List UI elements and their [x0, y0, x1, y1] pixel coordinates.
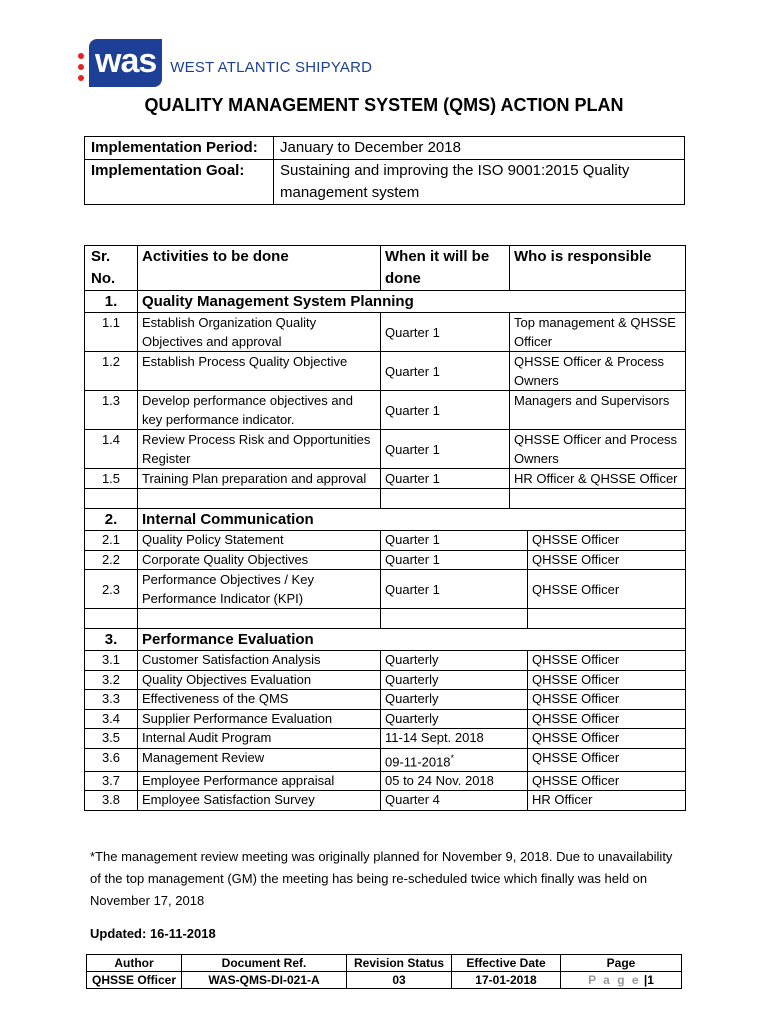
- table-header-row: [85, 246, 686, 291]
- row-when: Quarterly: [381, 670, 528, 690]
- row-sr: 3.5: [85, 729, 138, 749]
- row-when: Quarter 1: [381, 430, 510, 469]
- row-who: HR Officer: [528, 791, 686, 811]
- row-activity: Training Plan preparation and approval: [138, 469, 381, 489]
- row-sr: 1.1: [85, 313, 138, 352]
- section-number: 2.: [85, 509, 138, 531]
- footer-date-label: Effective Date: [452, 955, 561, 972]
- row-sr: 3.6: [85, 748, 138, 771]
- table-row: [85, 791, 686, 811]
- row-when: Quarter 1: [381, 469, 510, 489]
- row-when: Quarterly: [381, 651, 528, 671]
- row-who: QHSSE Officer: [528, 550, 686, 570]
- header-who: Who is responsible: [510, 246, 686, 291]
- page-word: P a g e: [588, 973, 641, 987]
- logo-mark: was: [89, 39, 162, 87]
- spacer-row: [85, 609, 686, 629]
- implementation-info-table: [84, 136, 685, 205]
- row-sr: 2.2: [85, 550, 138, 570]
- table-row: [85, 771, 686, 791]
- updated-date: Updated: 16-11-2018: [90, 926, 216, 941]
- row-when: Quarter 1: [381, 313, 510, 352]
- row-when-value: 09-11-2018: [385, 753, 451, 769]
- section-row: [85, 509, 686, 531]
- row-sr: 1.2: [85, 352, 138, 391]
- goal-row: [85, 160, 685, 205]
- row-sr: 1.4: [85, 430, 138, 469]
- row-when: Quarter 1: [381, 391, 510, 430]
- footer-author-label: Author: [87, 955, 182, 972]
- row-when: Quarterly: [381, 709, 528, 729]
- row-activity: Effectiveness of the QMS: [138, 690, 381, 710]
- row-activity: Establish Process Quality Objective: [138, 352, 381, 391]
- row-sr: 3.7: [85, 771, 138, 791]
- row-when: Quarter 4: [381, 791, 528, 811]
- row-sr: 2.1: [85, 531, 138, 551]
- row-activity: Performance Objectives / Key Performance Indicator (KPI): [138, 570, 381, 609]
- period-label: Implementation Period:: [85, 137, 274, 160]
- goal-value: Sustaining and improving the ISO 9001:2015 Quality management system: [274, 160, 685, 205]
- table-row: [85, 690, 686, 710]
- footer-value-row: [87, 972, 682, 989]
- footer-docref-label: Document Ref.: [182, 955, 347, 972]
- row-sr: 3.3: [85, 690, 138, 710]
- row-activity: Develop performance objectives and key performance indicator.: [138, 391, 381, 430]
- table-row: [85, 651, 686, 671]
- table-row: [85, 550, 686, 570]
- row-who: QHSSE Officer: [528, 748, 686, 771]
- row-when: 05 to 24 Nov. 2018: [381, 771, 528, 791]
- row-activity: Supplier Performance Evaluation: [138, 709, 381, 729]
- row-activity: Corporate Quality Objectives: [138, 550, 381, 570]
- table-row: [85, 748, 686, 771]
- header-sr: Sr. No.: [85, 246, 138, 291]
- footer-revision-label: Revision Status: [347, 955, 452, 972]
- section-number: 1.: [85, 291, 138, 313]
- row-activity: Employee Satisfaction Survey: [138, 791, 381, 811]
- header-when: When it will be done: [381, 246, 510, 291]
- row-who: QHSSE Officer: [528, 570, 686, 609]
- row-sr: 1.5: [85, 469, 138, 489]
- section-row: [85, 291, 686, 313]
- footer-docref: WAS-QMS-DI-021-A: [182, 972, 347, 989]
- company-name: WEST ATLANTIC SHIPYARD: [170, 58, 373, 76]
- section-title: Internal Communication: [138, 509, 686, 531]
- table-row: [85, 531, 686, 551]
- footer-author: QHSSE Officer: [87, 972, 182, 989]
- row-sr: 3.4: [85, 709, 138, 729]
- row-activity: Quality Objectives Evaluation: [138, 670, 381, 690]
- goal-label: Implementation Goal:: [85, 160, 274, 205]
- row-activity: Customer Satisfaction Analysis: [138, 651, 381, 671]
- row-activity: Internal Audit Program: [138, 729, 381, 749]
- header-activity: Activities to be done: [138, 246, 381, 291]
- row-who: QHSSE Officer: [528, 690, 686, 710]
- row-when: [381, 748, 528, 771]
- table-row: [85, 352, 686, 391]
- row-activity: Establish Organization Quality Objectives and approval: [138, 313, 381, 352]
- row-when: Quarterly: [381, 690, 528, 710]
- section-number: 3.: [85, 629, 138, 651]
- row-activity: Quality Policy Statement: [138, 531, 381, 551]
- footer-page: [561, 972, 682, 989]
- row-sr: 3.8: [85, 791, 138, 811]
- spacer-row: [85, 489, 686, 509]
- section-title: Quality Management System Planning: [138, 291, 686, 313]
- row-when: Quarter 1: [381, 352, 510, 391]
- row-sr: 3.1: [85, 651, 138, 671]
- row-who: QHSSE Officer: [528, 729, 686, 749]
- logo-dots: [78, 53, 86, 81]
- period-value: January to December 2018: [274, 137, 685, 160]
- footnote-mark: *: [450, 752, 455, 763]
- action-plan-table: [84, 245, 686, 811]
- row-who: Managers and Supervisors: [510, 391, 686, 430]
- footer-header-row: [87, 955, 682, 972]
- company-logo: [78, 38, 372, 88]
- footer-date: 17-01-2018: [452, 972, 561, 989]
- row-who: QHSSE Officer: [528, 709, 686, 729]
- table-row: [85, 391, 686, 430]
- row-activity: Management Review: [138, 748, 381, 771]
- row-who: QHSSE Officer: [528, 771, 686, 791]
- footnote-text: *The management review meeting was originally planned for November 9, 2018. Due to unavailability of the top management (GM) the meeting has being re-scheduled twice which finally was held on November 17, 2018: [90, 849, 673, 908]
- row-when: Quarter 1: [381, 550, 528, 570]
- period-row: [85, 137, 685, 160]
- row-who: QHSSE Officer: [528, 531, 686, 551]
- section-row: [85, 629, 686, 651]
- table-row: [85, 430, 686, 469]
- row-who: Top management & QHSSE Officer: [510, 313, 686, 352]
- row-when: Quarter 1: [381, 570, 528, 609]
- table-row: [85, 729, 686, 749]
- section-title: Performance Evaluation: [138, 629, 686, 651]
- table-row: [85, 670, 686, 690]
- document-footer-table: [86, 954, 682, 989]
- footer-page-label: Page: [561, 955, 682, 972]
- row-sr: 2.3: [85, 570, 138, 609]
- table-row: [85, 469, 686, 489]
- row-when: 11-14 Sept. 2018: [381, 729, 528, 749]
- row-who: QHSSE Officer & Process Owners: [510, 352, 686, 391]
- page-number: 1: [647, 973, 654, 987]
- table-row: [85, 313, 686, 352]
- row-sr: 3.2: [85, 670, 138, 690]
- document-title: QUALITY MANAGEMENT SYSTEM (QMS) ACTION PLAN: [144, 95, 624, 115]
- footer-revision: 03: [347, 972, 452, 989]
- row-sr: 1.3: [85, 391, 138, 430]
- row-activity: Review Process Risk and Opportunities Register: [138, 430, 381, 469]
- table-row: [85, 709, 686, 729]
- row-who: HR Officer & QHSSE Officer: [510, 469, 686, 489]
- row-who: QHSSE Officer: [528, 670, 686, 690]
- table-row: [85, 570, 686, 609]
- page-separator: |: [643, 973, 648, 987]
- row-activity: Employee Performance appraisal: [138, 771, 381, 791]
- row-when: Quarter 1: [381, 531, 528, 551]
- row-who: QHSSE Officer and Process Owners: [510, 430, 686, 469]
- row-who: QHSSE Officer: [528, 651, 686, 671]
